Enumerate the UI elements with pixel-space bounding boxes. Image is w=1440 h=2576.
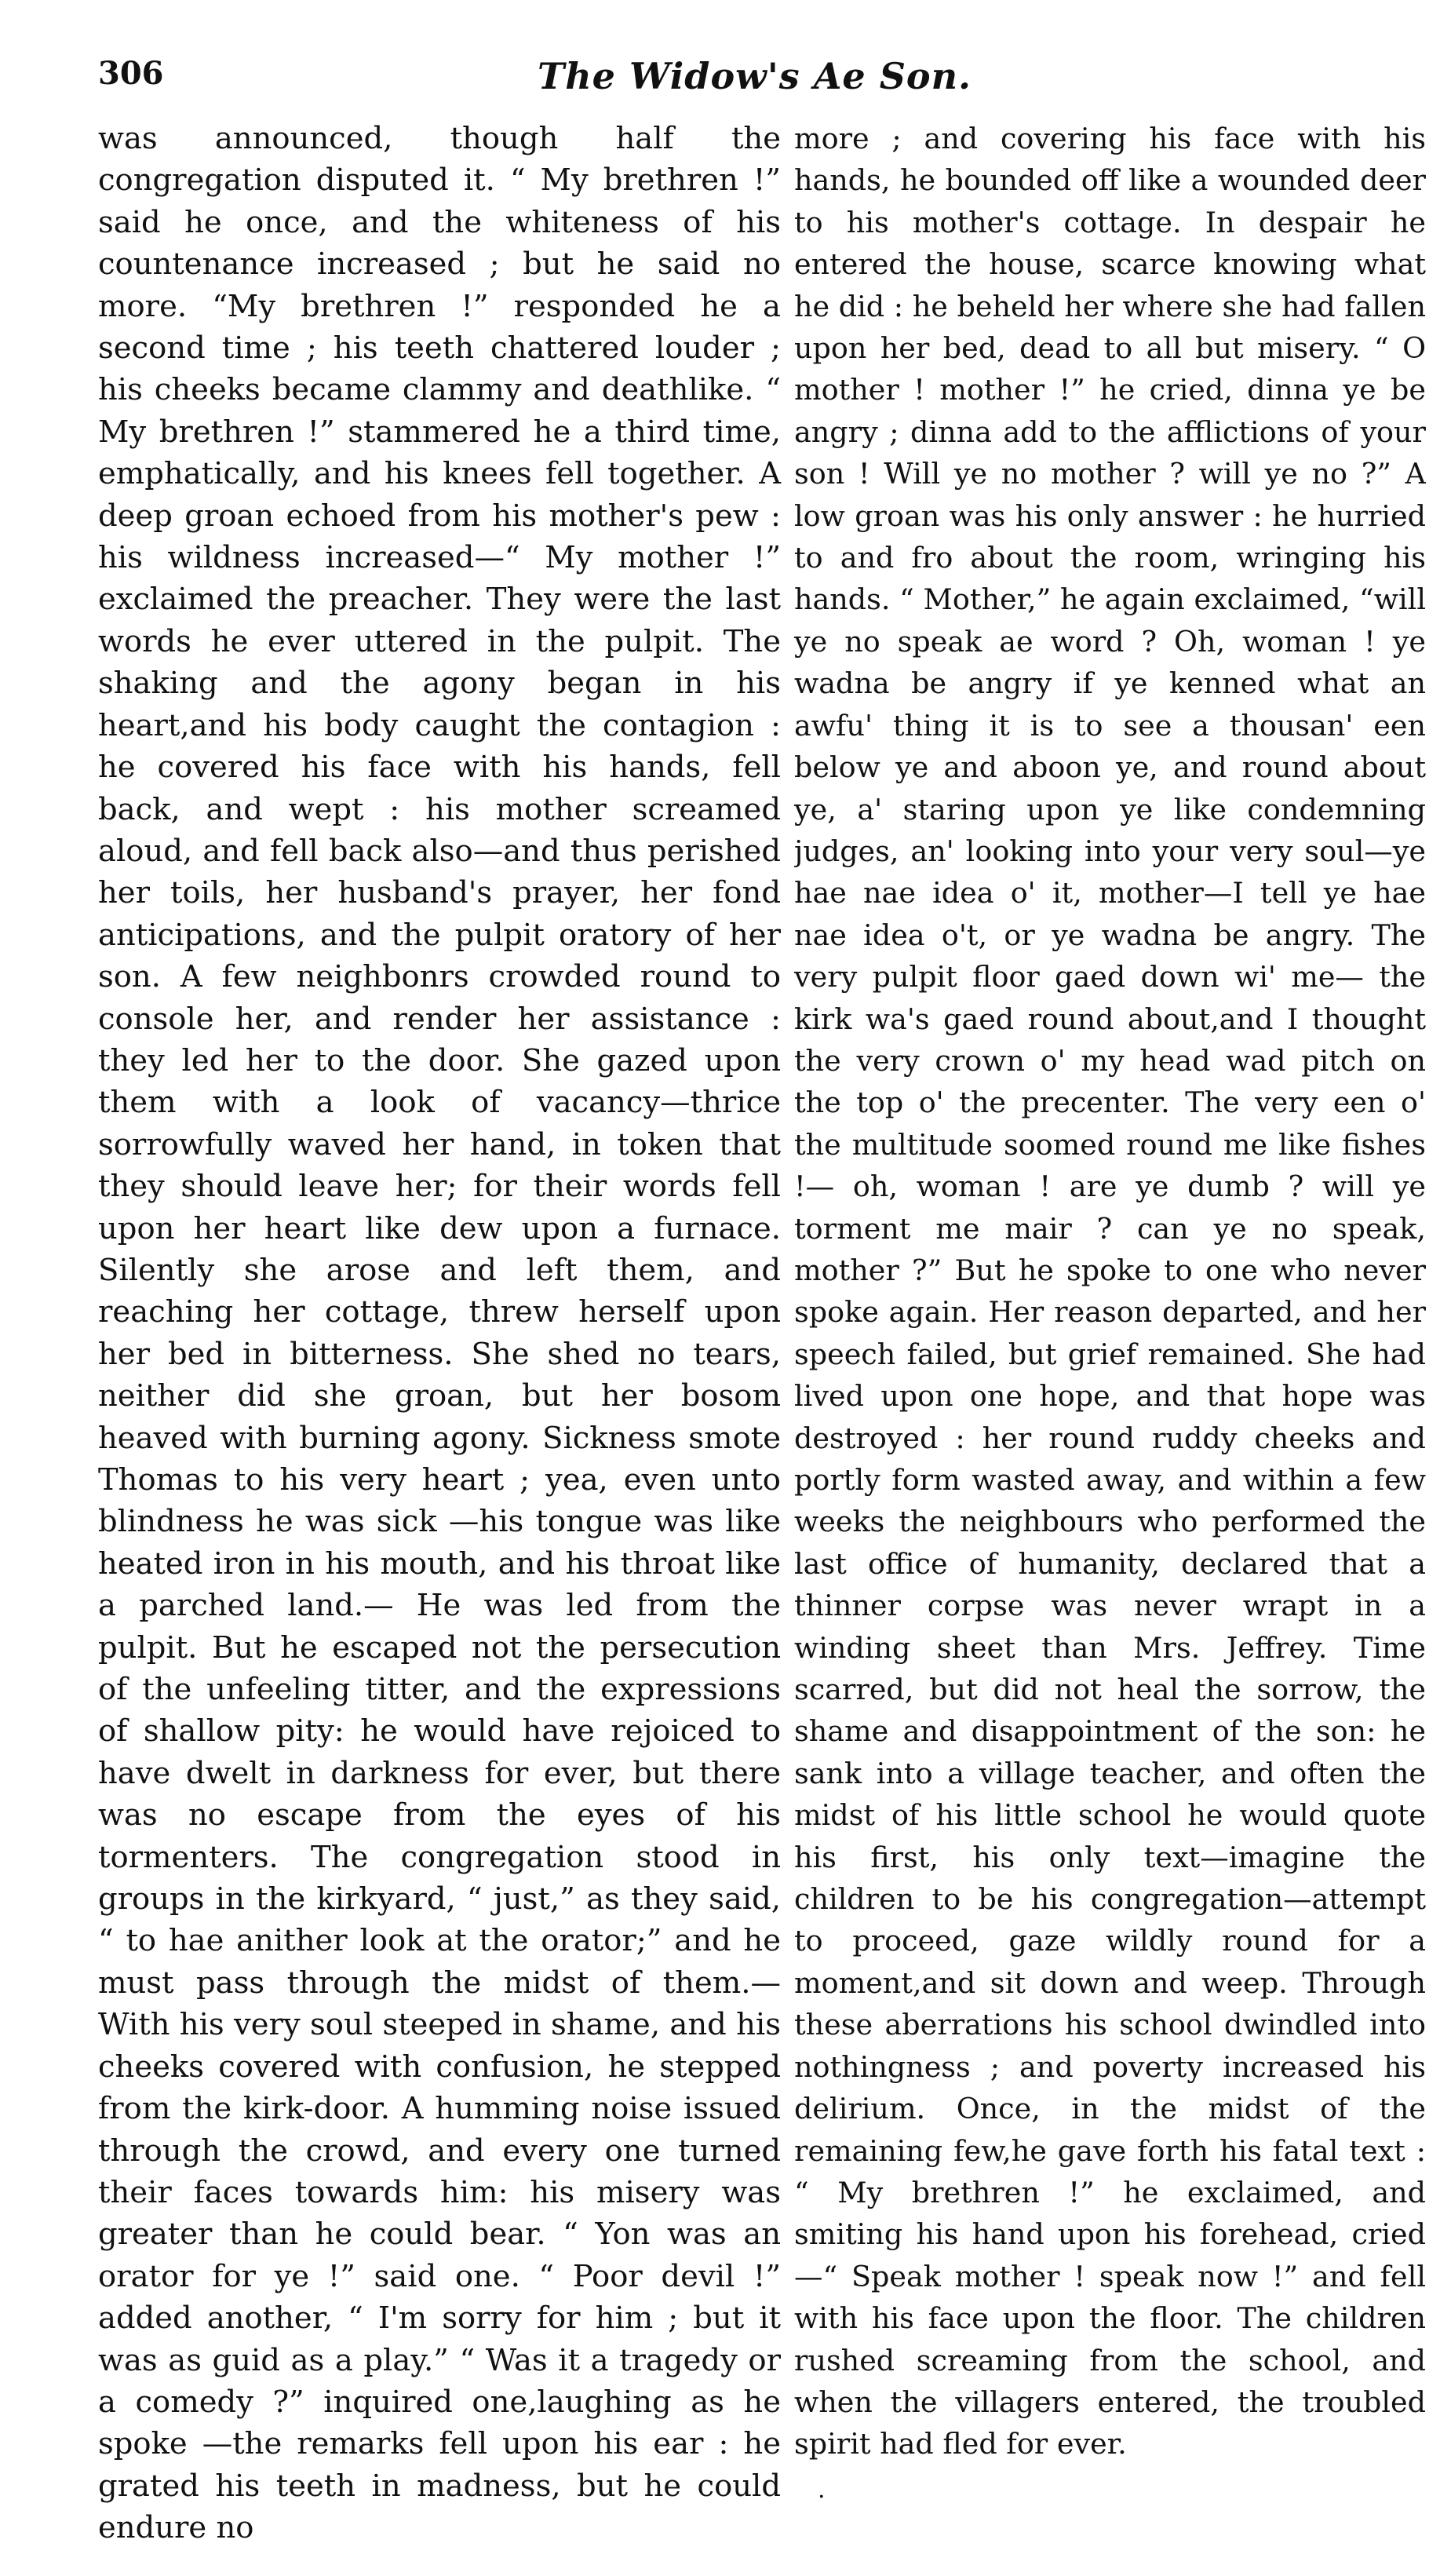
- page-header: [98, 55, 1346, 110]
- left-column-text: was announced, though half the congregation disputed it. “ My brethren !” said he once, and the whiteness of his countenance increased ; but he said no more. “My brethren !” responded he a second time ; his teeth chattered louder ; his cheeks became clammy and deathlike. “ My brethren !” stammered he a third time, emphatically, and his knees fell together. A deep groan echoed from his mother's pew : his wildness increased—“ My mother !” exclaimed the preacher. They were the last words he ever uttered in the pulpit. The shaking and the agony began in his heart,and his body caught the contagion : he covered his face with his hands, fell back, and wept : his mother screamed aloud, and fell back also—and thus perished her toils, her husband's prayer, her fond anticipations, and the pulpit oratory of her son. A few neighbonrs crowded round to console her, and render her assistance : they led her to the door. She gazed upon them with a look of vacancy—thrice sorrowfully waved her hand, in token that they should leave her; for their words fell upon her heart like dew upon a furnace. Silently she arose and left them, and reaching her cottage, threw herself upon her bed in bitterness. She shed no tears, neither did she groan, but her bosom heaved with burning agony. Sickness smote Thomas to his very heart ; yea, even unto blindness he was sick —his tongue was like heated iron in his mouth, and his throat like a parched land.— He was led from the pulpit. But he escaped not the persecution of the unfeeling titter, and the expressions of shallow pity: he would have rejoiced to have dwelt in darkness for ever, but there was no escape from the eyes of his tormenters. The congregation stood in groups in the kirkyard, “ just,” as they said, “ to hae anither look at the orator;” and he must pass through the midst of them.— With his very soul steeped in shame, and his cheeks covered with confusion, he stepped from the kirk-door. A humming noise issued through the crowd, and every one turned their faces towards him: his misery was greater than he could bear. “ Yon was an orator for ye !” said one. “ Poor devil !” added another, “ I'm sorry for him ; but it was as guid as a play.” “ Was it a tragedy or a comedy ?” inquired one,laughing as he spoke —the remarks fell upon his ear : he grated his teeth in madness, but he could endure no: [98, 121, 781, 2546]
- running-title: The Widow's Ae Son.: [538, 55, 972, 97]
- page-number: 306: [98, 55, 164, 92]
- right-column: [794, 118, 1426, 2504]
- footer-mark: .: [818, 2476, 826, 2504]
- right-column-text: more ; and covering his face with his hands, he bounded off like a wounded deer to his mother's cottage. In despair he entered the house, scarce knowing what he did : he beheld her where she had fallen upon her bed, dead to all but misery. “ O mother ! mother !” he cried, dinna ye be angry ; dinna add to the afflictions of your son ! Will ye no mother ? will ye no ?” A low groan was his only answer : he hurried to and fro about the room, wringing his hands. “ Mother,” he again exclaimed, “will ye no speak ae word ? Oh, woman ! ye wadna be angry if ye kenned what an awfu' thing it is to see a thousan' een below ye and aboon ye, and round about ye, a' staring upon ye like condemning judges, an' looking into your very soul—ye hae nae idea o' it, mother—I tell ye hae nae idea o't, or ye wadna be angry. The very pulpit floor gaed down wi' me— the kirk wa's gaed round about,and I thought the very crown o' my head wad pitch on the top o' the precenter. The very een o' the multitude soomed round me like fishes !— oh, woman ! are ye dumb ? will ye torment me mair ? can ye no speak, mother ?” But he spoke to one who never spoke again. Her reason departed, and her speech failed, but grief remained. She had lived upon one hope, and that hope was destroyed : her round ruddy cheeks and portly form wasted away, and within a few weeks the neighbours who performed the last office of humanity, declared that a thinner corpse was never wrapt in a winding sheet than Mrs. Jeffrey. Time scarred, but did not heal the sorrow, the shame and disappointment of the son: he sank into a village teacher, and often the midst of his little school he would quote his first, his only text—imagine the children to be his congregation—attempt to proceed, gaze wildly round for a moment,and sit down and weep. Through these aberrations his school dwindled into nothingness ; and poverty increased his delirium. Once, in the midst of the remaining few,he gave forth his fatal text : “ My brethren !” he exclaimed, and smiting his hand upon his forehead, cried —“ Speak mother ! speak now !” and fell with his face upon the floor. The children rushed screaming from the school, and when the villagers entered, the troubled spirit had fled for ever.: [794, 122, 1426, 2461]
- left-column: [98, 118, 781, 2549]
